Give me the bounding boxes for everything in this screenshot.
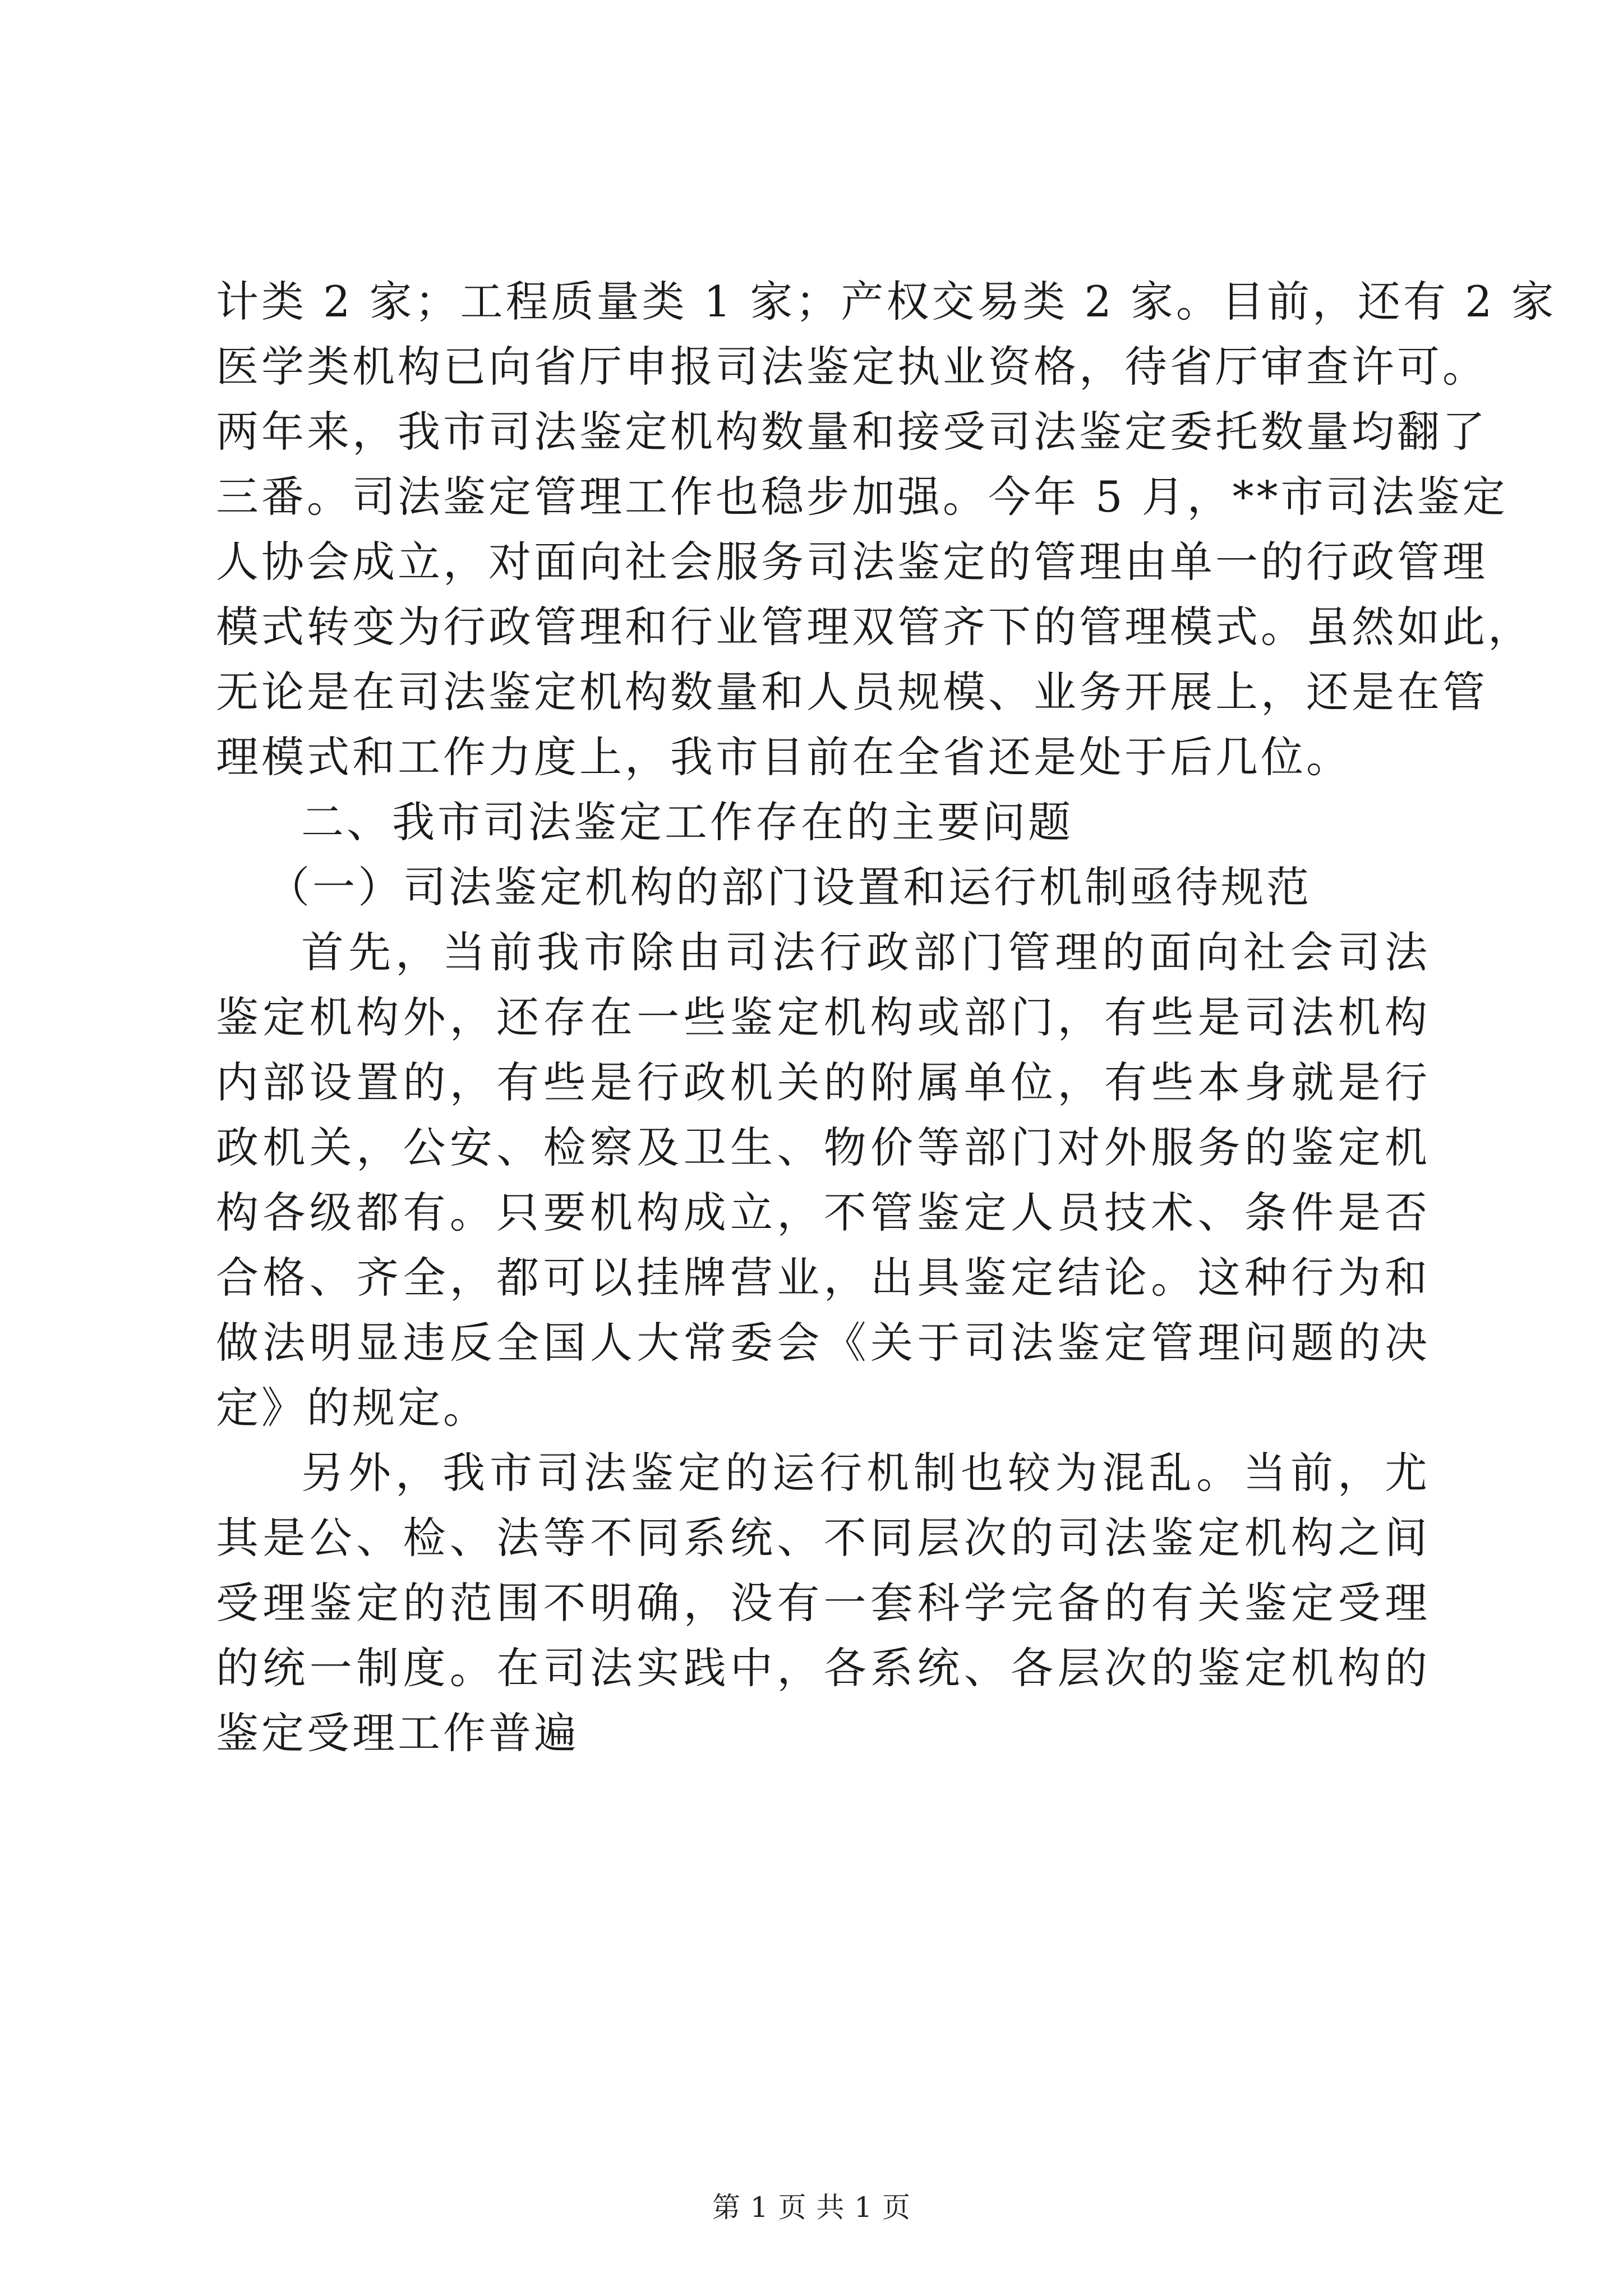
page-footer: 第 1 页 共 1 页 — [712, 2191, 911, 2224]
sub-heading: （一）司法鉴定机构的部门设置和运行机制亟待规范 — [267, 862, 1312, 912]
text-line: 模式转变为行政管理和行业管理双管齐下的管理模式。虽然如此， — [216, 602, 1533, 652]
section-heading: 二、我市司法鉴定工作存在的主要问题 — [301, 797, 1073, 847]
text-line: 医学类机构已向省厅申报司法鉴定执业资格，待省厅审查许可。 — [216, 342, 1488, 392]
document-body — [216, 269, 1557, 1766]
text-line: 无论是在司法鉴定机构数量和人员规模、业务开展上，还是在管 — [216, 667, 1488, 717]
text-line: 人协会成立，对面向社会服务司法鉴定的管理由单一的行政管理 — [216, 537, 1488, 587]
text-line: 三番。司法鉴定管理工作也稳步加强。今年 5 月，**市司法鉴定 — [216, 472, 1508, 522]
text-line: 两年来，我市司法鉴定机构数量和接受司法鉴定委托数量均翻了 — [216, 407, 1488, 457]
body-paragraph: 另外，我市司法鉴定的运行机制也较为混乱。当前，尤其是公、检、法等不同系统、不同层次的司法鉴定机构之间受理鉴定的范围不明确，没有一套科学完备的有关鉴定受理的统一制度。在司法实践中，各系统、各层次的鉴定机构的鉴定受理工作普遍 — [216, 1448, 1430, 1758]
body-paragraph: 首先，当前我市除由司法行政部门管理的面向社会司法鉴定机构外，还存在一些鉴定机构或部门，有些是司法机构内部设置的，有些是行政机关的附属单位，有些本身就是行政机关，公安、检察及卫生、物价等部门对外服务的鉴定机构各级都有。只要机构成立，不管鉴定人员技术、条件是否合格、齐全，都可以挂牌营业，出具鉴定结论。这种行为和做法明显违反全国人大常委会《关于司法鉴定管理问题的决定》的规定。 — [216, 927, 1430, 1433]
text-line: 计类 2 家；工程质量类 1 家；产权交易类 2 家。目前，还有 2 家 — [216, 277, 1557, 326]
text-line: 理模式和工作力度上，我市目前在全省还是处于后几位。 — [216, 732, 1352, 782]
